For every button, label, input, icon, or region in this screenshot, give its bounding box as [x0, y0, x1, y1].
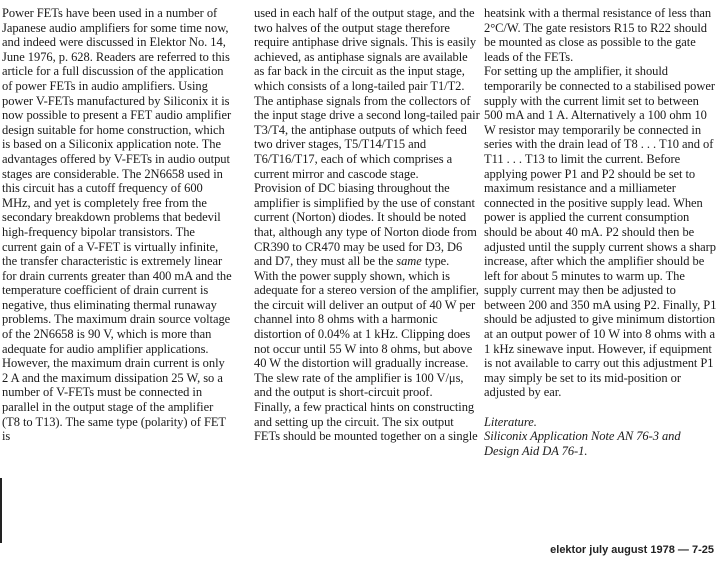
literature-heading: Literature.	[484, 414, 537, 429]
page-footer: elektor july august 1978 — 7-25	[550, 544, 714, 556]
margin-rule	[0, 478, 2, 543]
paragraph: However, the maximum drain current is only 2 A and the maximum dissipation 25 W, so a number of V-FETs must be connected in parallel in the output stage of the amplifier (T8 to T13). The same type (polarity) of FET is	[2, 356, 226, 444]
text-column-3	[484, 6, 718, 458]
paragraph: Power FETs have been used in a number of Japanese audio amplifiers for some time now, and indeed were discussed in Elektor No. 14, June 1976, p. 628. Readers are referred to this article for a full discussion of the application of power FETs in audio amplifiers. Using power V-FETs manufactured by Siliconix it is now possible to present a FET audio amplifier design suitable for home construction, which is based on a Siliconix application note. The advantages offered by V-FETs in audio output stages are considerable. The 2N6658 used in this circuit has a cutoff frequency of 600 MHz, and yet is completely free from the secondary breakdown problems that bedevil high-frequency bipolar transistors. The current gain of a V-FET is virtually infinite, the transfer characteristic is extremely linear for drain currents greater than 400 mA and the temperature coefficient of drain current is negative, thus eliminating thermal runaway problems. The maximum drain source voltage of the 2N6658 is 90 V, which is more than adequate for audio amplifier applications.	[2, 6, 232, 356]
paragraph: With the power supply shown, which is adequate for a stereo version of the amplifier, the circuit will deliver an output of 40 W per channel into 8 ohms with a harmonic distortion of 0.04% at 1 kHz. Clipping does not occur until 55 W into 8 ohms, but above 40 W the distortion will gradually increase. The slew rate of the amplifier is 100 V/μs, and the output is short-circuit proof.	[254, 268, 479, 400]
paragraph: heatsink with a thermal resistance of less than 2°C/W. The gate resistors R15 to R22 should be mounted as close as possible to the gate leads of the FETs.	[484, 6, 712, 64]
text-span: Provision of DC biasing throughout the amplifier is simplified by the use of constant current (Norton) diodes. It should be noted that, although any type of Norton diode from CR390 to CR470 may be used for D3, D6 and D7, they must all be the	[254, 181, 477, 269]
paragraph: For setting up the amplifier, it should temporarily be connected to a stabilised power supply with the current limit set to between 500 mA and 1 A. Alternatively a 100 ohm 10 W resistor may temporarily be connected in series with the drain lead of T8 . . . T10 and of T11 . . . T13 to limit the current. Before applying power P1 and P2 should be set to maximum resistance and a milliameter connected in the positive supply lead. When power is applied the current consumption should be about 40 mA. P2 should then be adjusted until the supply current shows a sharp increase, after which the amplifier should be left for about 5 minutes to warm up. The supply current may then be adjusted to between 200 and 350 mA using P2. Finally, P1 should be adjusted to give minimum distortion at an output power of 10 W into 8 ohms with a 1 kHz sinewave input. However, if equipment is not available to carry out this adjustment P1 may simply be set to its mid-position or adjusted by ear.	[484, 64, 717, 400]
literature-reference: Siliconix Application Note AN 76-3 and Design Aid DA 76-1.	[484, 429, 681, 458]
text-column-1	[2, 6, 232, 444]
text-column-2	[254, 6, 480, 444]
text-span: type.	[424, 254, 450, 269]
paragraph	[254, 181, 480, 269]
emphasis: same	[396, 254, 422, 269]
paragraph: Finally, a few practical hints on constructing and setting up the circuit. The six output FETs should be mounted together on a single	[254, 400, 478, 444]
paragraph: used in each half of the output stage, and the two halves of the output stage therefore require antiphase drive signals. This is easily achieved, as antiphase signals are available as far back in the circuit as the input stage, which consists of a long-tailed pair T1/T2. The antiphase signals from the collectors of the input stage drive a second long-tailed pair T3/T4, the antiphase outputs of which feed two driver stages, T5/T14/T15 and T6/T16/T17, each of which comprises a current mirror and cascode stage.	[254, 6, 480, 181]
